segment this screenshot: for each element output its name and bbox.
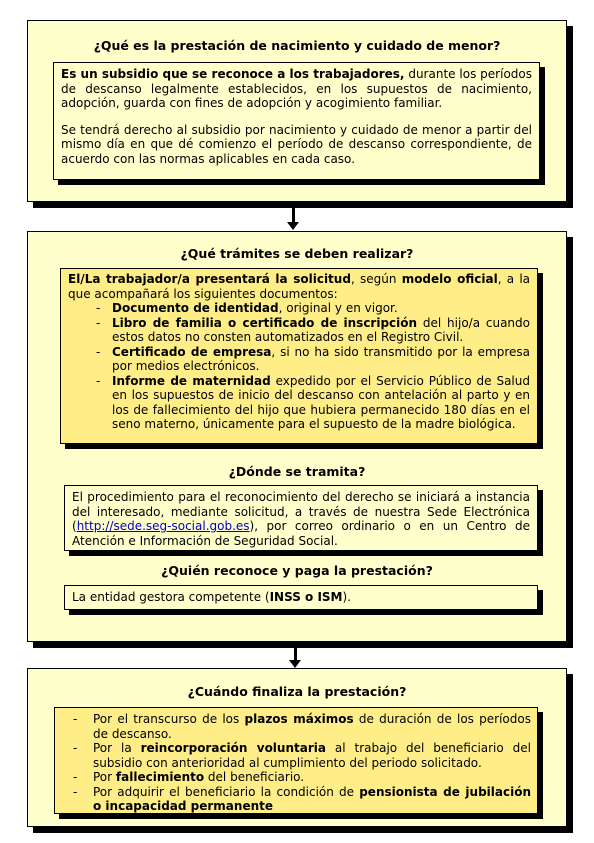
list-item	[73, 785, 531, 814]
section-end	[27, 668, 567, 827]
item-pre: Por	[93, 770, 116, 784]
section-procedures-title: ¿Qué trámites se deben realizar?	[180, 246, 414, 261]
intro-bold-2: modelo oficial	[401, 272, 498, 286]
section-what-is-title: ¿Qué es la prestación de nacimiento y cuidado de menor?	[93, 38, 501, 53]
item-pre: Por la	[93, 741, 141, 755]
item-bold: Informe de maternidad	[112, 373, 271, 388]
who-text-2: ).	[342, 590, 351, 604]
where-title: ¿Dónde se tramita?	[228, 464, 366, 479]
intro-rest: , a la que acompañará los siguientes documentos:	[68, 272, 531, 301]
item-bold: Libro de familia o certificado de inscripción	[112, 315, 418, 330]
sede-electronica-link[interactable]: http://sede.seg-social.gob.es	[76, 519, 250, 533]
where-text-2: ), por correo ordinario o en un Centro de Atención e Información de Seguridad Social.	[72, 519, 530, 548]
arrow-down-icon	[289, 648, 301, 670]
documents-list	[96, 301, 530, 432]
where-box	[64, 485, 538, 551]
who-box	[64, 585, 538, 610]
item-pre: Por el transcurso de los	[93, 712, 245, 726]
item-bold: fallecimiento	[115, 770, 205, 784]
item-bold: plazos máximos	[244, 712, 354, 726]
item-post: al trabajo del beneficiario del subsidio con anterioridad al cumplimiento del periodo solicitado.	[93, 741, 531, 770]
item-rest: expedido por el Servicio Público de Salud en los supuestos de inicio del descanso con antelación al parto y en los de fallecimiento del hijo que hubiera permanecido 180 días en el seno materno, únicamente para el supuesto de la madre biológica.	[112, 373, 530, 431]
list-item	[73, 741, 531, 770]
section-procedures	[27, 231, 567, 642]
item-bold: Documento de identidad	[112, 301, 279, 315]
list-item	[96, 301, 530, 316]
list-item	[96, 345, 530, 374]
item-bold: reincorporación voluntaria	[140, 741, 326, 755]
arrow-down-icon	[287, 208, 299, 230]
where-text-1: El procedimiento para el reconocimiento del derecho se iniciará a instancia del interesado, mediante solicitud, a través de nuestra Sede Electrónica (	[72, 490, 530, 533]
definition-rest: durante los períodos de descanso legalmente establecidos, en los supuestos de nacimiento, adopción, guarda con fines de adopción y acogimiento familiar.	[61, 67, 532, 110]
end-conditions-list	[73, 712, 531, 814]
intro-mid: , según	[350, 272, 402, 286]
item-post: de duración de los períodos de descanso.	[93, 712, 531, 741]
item-rest: del hijo/a cuando estos datos no consten automatizados en el Registro Civil.	[112, 315, 530, 344]
intro-bold-1: El/La trabajador/a presentará la solicitud	[68, 272, 351, 286]
documents-box	[60, 268, 538, 444]
item-post: del beneficiario.	[204, 770, 305, 784]
who-text-1: La entidad gestora competente (	[72, 590, 270, 604]
item-bold: Certificado de empresa	[112, 344, 272, 359]
list-item	[96, 316, 530, 345]
definition-paragraph-1	[61, 67, 532, 111]
section-what-is	[27, 20, 567, 202]
section-end-title: ¿Cuándo finaliza la prestación?	[187, 684, 407, 699]
item-rest: , original y en vigor.	[278, 301, 398, 315]
list-item	[73, 770, 531, 785]
end-conditions-box	[54, 707, 538, 814]
item-pre: Por adquirir el beneficiario la condición de	[93, 784, 360, 799]
definition-paragraph-2: Se tendrá derecho al subsidio por nacimiento y cuidado de menor a partir del mismo día en que dé comienzo el período de descanso correspondiente, de acuerdo con las normas aplicables en cada caso.	[61, 122, 532, 166]
where-text	[72, 490, 530, 548]
list-item	[73, 712, 531, 741]
who-title: ¿Quién reconoce y paga la prestación?	[161, 563, 433, 578]
item-bold: pensionista de jubilación o incapacidad permanente	[93, 784, 531, 813]
definition-box	[53, 62, 540, 180]
list-item	[96, 374, 530, 432]
definition-bold: Es un subsidio que se reconoce a los trabajadores,	[61, 67, 405, 81]
documents-intro	[68, 272, 530, 301]
item-rest: , si no ha sido transmitido por la empresa por medios electrónicos.	[112, 344, 531, 373]
who-bold: INSS o ISM	[269, 590, 343, 604]
